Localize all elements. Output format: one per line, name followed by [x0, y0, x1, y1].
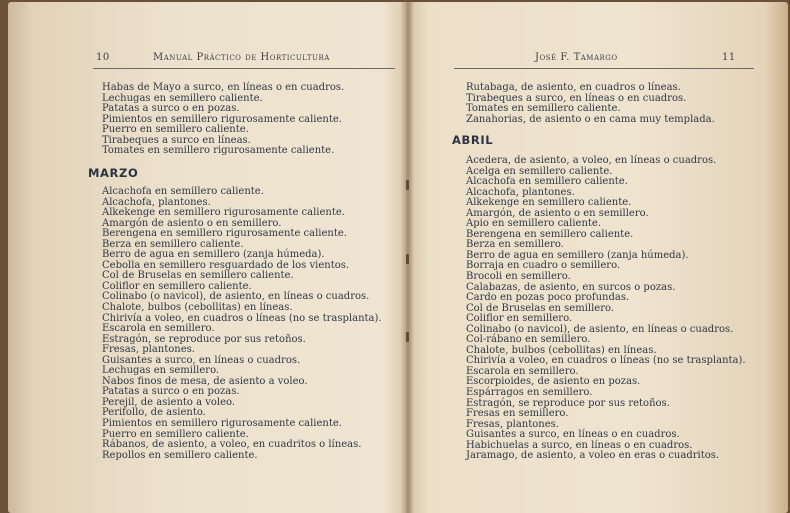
text-line: Escorpioides, de asiento en pozas. — [466, 376, 641, 388]
text-line: Chalote, bulbos (cebollitas) en líneas. — [102, 302, 293, 314]
text-line: Patatas a surco o en pozas. — [102, 386, 240, 398]
text-line: Guisantes a surco, en líneas o cuadros. — [102, 354, 301, 366]
text-line: Rutabaga, de asiento, en cuadros o líneas. — [466, 82, 681, 93]
text-line: Cebolla en semillero resguardado de los vientos. — [102, 259, 350, 271]
text-line: Colinabo (o navicol), de asiento, en líneas o cuadros. — [102, 291, 370, 303]
text-line: Guisantes a surco, en líneas o en cuadros. — [466, 429, 680, 441]
right-page-number: 11 — [722, 52, 736, 63]
text-line: Coliflor en semillero. — [466, 313, 573, 325]
text-line: Escarola en semillero. — [102, 323, 215, 335]
binding-stitch — [406, 254, 409, 264]
text-line: Col-rábano en semillero. — [466, 334, 591, 346]
text-line: Zanahorias, de asiento o en cama muy templada. — [466, 113, 715, 125]
text-line: Tirabeques a surco en líneas. — [102, 134, 251, 146]
text-line: Fresas en semillero. — [466, 408, 569, 420]
text-line: Rábanos, de asiento, a voleo, en cuadritos o líneas. — [102, 439, 362, 451]
right-top-list — [466, 83, 715, 125]
text-line: Habas de Mayo a surco, en líneas o en cuadros. — [102, 82, 345, 93]
right-header-rule — [454, 68, 754, 69]
text-line: Chalote, bulbos (cebollitas) en líneas. — [466, 344, 657, 356]
right-running-head: José F. Tamargo — [535, 52, 618, 63]
text-line: Acelga en semillero caliente. — [466, 165, 613, 177]
text-line: Berengena en semillero rigurosamente caliente. — [102, 228, 347, 240]
text-line: Lechugas en semillero. — [102, 365, 220, 377]
text-line: Amargón, de asiento o en semillero. — [466, 207, 649, 219]
text-line: Colinabo (o navicol), de asiento, en líneas o cuadros. — [466, 323, 734, 335]
text-line: Alcachofa en semillero caliente. — [466, 176, 628, 188]
text-line: Calabazas, de asiento, en surcos o pozas. — [466, 281, 676, 293]
marzo-list — [102, 187, 382, 461]
text-line: Alkekenge en semillero rigurosamente caliente. — [102, 207, 345, 219]
text-line: Puerro en semillero caliente. — [102, 124, 249, 136]
text-line: Brocoli en semillero. — [466, 271, 571, 283]
text-line: Berengena en semillero caliente. — [466, 228, 634, 240]
text-line: Acedera, de asiento, a voleo, en líneas o cuadros. — [466, 155, 717, 166]
text-line: Chirivía a voleo, en cuadros o líneas (no se trasplanta). — [102, 312, 382, 324]
text-line: Berro de agua en semillero (zanja húmeda). — [466, 249, 689, 261]
section-title-marzo: MARZO — [88, 166, 139, 180]
text-line: Espárragos en semillero. — [466, 387, 593, 399]
text-line: Col de Bruselas en semillero. — [466, 302, 615, 314]
abril-list — [466, 156, 746, 462]
text-line: Berza en semillero. — [466, 239, 564, 251]
section-title-abril: ABRIL — [452, 133, 494, 147]
text-line: Lechugas en semillero caliente. — [102, 92, 263, 104]
text-line: Berza en semillero caliente. — [102, 238, 244, 250]
text-line: Chirivía a voleo, en cuadros o líneas (no se trasplanta). — [466, 355, 746, 367]
text-line: Alcachofa en semillero caliente. — [102, 186, 264, 197]
text-line: Apio en semillero caliente. — [466, 218, 602, 230]
text-line: Tomates en semillero caliente. — [466, 103, 621, 115]
text-line: Habichuelas a surco, en líneas o en cuadros. — [466, 439, 693, 451]
text-line: Repollos en semillero caliente. — [102, 449, 258, 461]
text-line: Puerro en semillero caliente. — [102, 428, 249, 440]
text-line: Pimientos en semillero rigurosamente caliente. — [102, 113, 342, 125]
text-line: Escarola en semillero. — [466, 365, 579, 377]
text-line: Berro de agua en semillero (zanja húmeda). — [102, 249, 325, 261]
right-page — [410, 2, 788, 513]
binding-stitch — [406, 332, 409, 342]
left-running-head: Manual Práctico de Horticultura — [153, 52, 330, 63]
left-header-rule — [93, 68, 395, 69]
text-line: Estragón, se reproduce por sus retoños. — [466, 397, 670, 409]
text-line: Patatas a surco o en pozas. — [102, 103, 240, 115]
binding-stitch — [406, 180, 409, 190]
text-line: Tomates en semillero rigurosamente caliente. — [102, 145, 335, 157]
text-line: Coliflor en semillero caliente. — [102, 280, 252, 292]
text-line: Alcachofa, plantones. — [466, 186, 575, 198]
text-line: Fresas, plantones. — [466, 418, 559, 430]
text-line: Perejil, de asiento a voleo. — [102, 396, 236, 408]
left-page — [8, 2, 403, 513]
open-book — [8, 2, 788, 513]
text-line: Jaramago, de asiento, a voleo en eras o cuadritos. — [466, 450, 720, 462]
text-line: Fresas, plantones. — [102, 344, 195, 356]
text-line: Alkekenge en semillero caliente. — [466, 197, 632, 209]
text-line: Cardo en pozas poco profundas. — [466, 292, 630, 304]
text-line: Estragón, se reproduce por sus retoños. — [102, 333, 306, 345]
text-line: Amargón de asiento o en semillero. — [102, 217, 282, 229]
text-line: Perifollo, de asiento. — [102, 407, 206, 419]
text-line: Col de Bruselas en semillero caliente. — [102, 270, 294, 282]
text-line: Alcachofa, plantones. — [102, 196, 211, 208]
text-line: Borraja en cuadro o semillero. — [466, 260, 621, 272]
text-line: Pimientos en semillero rigurosamente caliente. — [102, 418, 342, 430]
text-line: Nabos finos de mesa, de asiento a voleo. — [102, 375, 308, 387]
left-top-list — [102, 83, 344, 157]
text-line: Tirabeques a surco, en líneas o en cuadros. — [466, 92, 687, 104]
left-page-number: 10 — [96, 52, 110, 63]
